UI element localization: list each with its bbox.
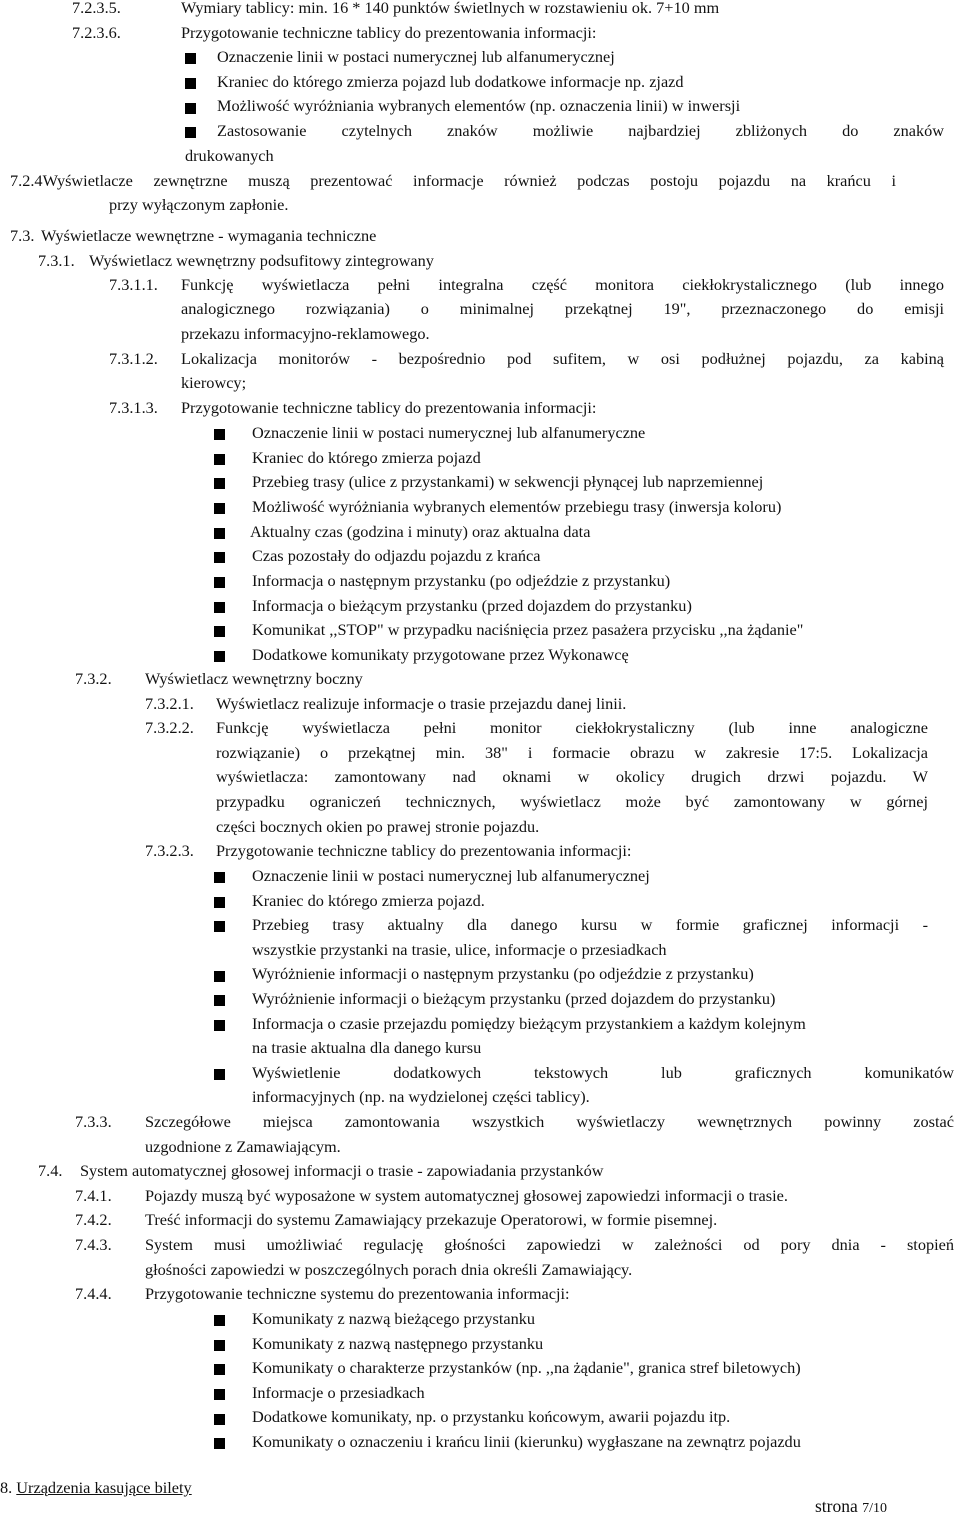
list-item: Kraniec do którego zmierza pojazd. xyxy=(252,891,485,910)
list-item: Kraniec do którego zmierza pojazd xyxy=(252,448,481,467)
section-text: głośności zapowiedzi w poszczególnych porach dnia określi Zamawiający. xyxy=(145,1260,633,1279)
section-number: 7.3.1. xyxy=(38,251,75,270)
section-text: Przygotowanie techniczne tablicy do prezentowania informacji: xyxy=(181,398,597,417)
list-item: Informacja o następnym przystanku (po odjeździe z przystanku) xyxy=(252,571,671,590)
section-number: 7.3.2.2. xyxy=(145,718,194,737)
list-item: Komunikaty z nazwą bieżącego przystanku xyxy=(252,1309,535,1328)
section-number: 7.2.3.5. xyxy=(72,0,121,17)
section-number: 7.3.1.3. xyxy=(109,398,158,417)
bullet-icon xyxy=(214,1020,225,1031)
bullet-icon xyxy=(214,1364,225,1375)
section-number: 7.3.2.1. xyxy=(145,694,194,713)
section-text: wyświetlacza: zamontowany nad oknami w okolicy drugich drzwi pojazdu. W xyxy=(216,767,928,786)
section-number: 7.3.3. xyxy=(75,1112,112,1131)
bullet-icon xyxy=(214,651,225,662)
list-item: Informacja o czasie przejazdu pomiędzy bieżącym przystankiem a każdym kolejnym xyxy=(252,1014,806,1033)
bullet-icon xyxy=(214,528,225,539)
bullet-icon xyxy=(214,921,225,932)
list-item: Wyróżnienie informacji o bieżącym przystanku (przed dojazdem do przystanku) xyxy=(252,989,776,1008)
section-text: Przygotowanie techniczne tablicy do prezentowania informacji: xyxy=(216,841,632,860)
section-number: 7.3.2. xyxy=(75,669,112,688)
bullet-icon xyxy=(214,1315,225,1326)
bullet-icon xyxy=(214,478,225,489)
list-item: Dodatkowe komunikaty przygotowane przez Wykonawcę xyxy=(252,645,629,664)
section-number: 7.3.1.1. xyxy=(109,275,158,294)
section-number: 7.4.4. xyxy=(75,1284,112,1303)
list-item: Przebieg trasy aktualny dla danego kursu w formie graficznej informacji - xyxy=(252,915,928,934)
bullet-icon xyxy=(214,503,225,514)
bullet-icon xyxy=(185,53,196,64)
page-value: 7/10 xyxy=(862,1501,888,1516)
section-text: System musi umożliwiać regulację głośności zapowiedzi w zależności od pory dnia - stopień xyxy=(145,1235,954,1254)
bullet-icon xyxy=(185,78,196,89)
section-text: Szczegółowe miejsca zamontowania wszystkich wyświetlaczy wewnętrznych powinny zostać xyxy=(145,1112,954,1131)
list-item: Komunikat ,,STOP" w przypadku naciśnięcia przez pasażera przycisku ,,na żądanie" xyxy=(252,620,804,639)
section-text: Pojazdy muszą być wyposażone w system automatycznej głosowej zapowiedzi informacji o trasie. xyxy=(145,1186,788,1205)
bullet-icon xyxy=(214,577,225,588)
list-item: Komunikaty o oznaczeniu i krańcu linii (kierunku) wygłaszane na zewnątrz pojazdu xyxy=(252,1432,801,1451)
section-text: Treść informacji do systemu Zamawiający przekazuje Operatorowi, w formie pisemnej. xyxy=(145,1210,718,1229)
section-text: rozwiązanie) o przekątnej min. 38" i formacie obrazu w zakresie 17:5. Lokalizacja xyxy=(216,743,928,762)
bullet-icon xyxy=(214,995,225,1006)
bullet-icon xyxy=(185,103,196,114)
list-item: Komunikaty z nazwą następnego przystanku xyxy=(252,1334,544,1353)
bullet-icon xyxy=(214,1414,225,1425)
bullet-icon xyxy=(214,1069,225,1080)
list-item: Oznaczenie linii w postaci numerycznej lub alfanumeryczne xyxy=(252,423,646,442)
section-number: 7.3.1.2. xyxy=(109,349,158,368)
list-item: Możliwość wyróżniania wybranych elementów przebiegu trasy (inwersja koloru) xyxy=(252,497,782,516)
section-text: Funkcję wyświetlacza pełni monitor ciekłokrystaliczny (lub inne analogiczne xyxy=(216,718,928,737)
section-text: Przygotowanie techniczne systemu do prezentowania informacji: xyxy=(145,1284,570,1303)
section-text: Lokalizacja monitorów - bezpośrednio pod sufitem, w osi podłużnej pojazdu, za kabiną xyxy=(181,349,944,368)
section-text: Wyświetlacz realizuje informacje o trasie przejazdu danej linii. xyxy=(216,694,627,713)
list-item-continuation: drukowanych xyxy=(185,146,274,165)
section-text: Funkcję wyświetlacza pełni integralna część monitora ciekłokrystalicznego (lub innego xyxy=(181,275,944,294)
bullet-icon xyxy=(214,872,225,883)
bullet-icon xyxy=(214,1389,225,1400)
section-text: Przygotowanie techniczne tablicy do prezentowania informacji: xyxy=(181,23,597,42)
bullet-icon xyxy=(185,127,196,138)
section-heading: System automatycznej głosowej informacji o trasie - zapowiadania przystanków xyxy=(80,1161,604,1180)
section-number: 7.4.1. xyxy=(75,1186,112,1205)
list-item-continuation: informacyjnych (np. na wydzielonej części tablicy). xyxy=(252,1087,590,1106)
page-number xyxy=(815,1494,887,1522)
section-heading: Wyświetlacz wewnętrzny boczny xyxy=(145,669,363,688)
section-number: 8. xyxy=(0,1478,13,1497)
section-text: analogicznego rozwiązania) o minimalnej przekątnej 19", przeznaczonego do emisji xyxy=(181,299,944,318)
list-item: Przebieg trasy (ulice z przystankami) w sekwencji płynącej lub naprzemiennej xyxy=(252,472,764,491)
list-item: Oznaczenie linii w postaci numerycznej lub alfanumerycznej xyxy=(252,866,650,885)
section-text: przy wyłączonym zapłonie. xyxy=(109,195,289,214)
bullet-icon xyxy=(214,602,225,613)
section-heading-8 xyxy=(0,1476,192,1501)
page-label: strona xyxy=(815,1496,858,1516)
section-heading: Urządzenia kasujące bilety xyxy=(16,1478,192,1497)
list-item: Oznaczenie linii w postaci numerycznej lub alfanumerycznej xyxy=(217,47,615,66)
section-heading: Wyświetlacz wewnętrzny podsufitowy zintegrowany xyxy=(89,251,434,270)
bullet-icon xyxy=(214,429,225,440)
section-text: części bocznych okien po prawej stronie pojazdu. xyxy=(216,817,540,836)
list-item: Dodatkowe komunikaty, np. o przystanku końcowym, awarii pojazdu itp. xyxy=(252,1407,731,1426)
bullet-icon xyxy=(214,552,225,563)
list-item-continuation: na trasie aktualna dla danego kursu xyxy=(252,1038,482,1057)
section-number: 7.4.3. xyxy=(75,1235,112,1254)
section-text: kierowcy; xyxy=(181,373,247,392)
section-number: 7.3.2.3. xyxy=(145,841,194,860)
section-text: przypadku ograniczeń technicznych, wyświetlacz może być zamontowany w górnej xyxy=(216,792,928,811)
section-text: 7.2.4Wyświetlacze zewnętrzne muszą prezentować informacje również podczas postoju pojazdu na krańcu i xyxy=(10,171,896,190)
list-item: Czas pozostały do odjazdu pojazdu z krańca xyxy=(252,546,541,565)
section-number: 7.4.2. xyxy=(75,1210,112,1229)
bullet-icon xyxy=(214,454,225,465)
list-item: Zastosowanie czytelnych znaków możliwie najbardziej zbliżonych do znaków xyxy=(217,121,944,140)
list-item: Wyświetlenie dodatkowych tekstowych lub graficznych komunikatów xyxy=(252,1063,954,1082)
bullet-icon xyxy=(214,897,225,908)
list-item: Komunikaty o charakterze przystanków (np. ,,na żądanie", granica stref biletowych) xyxy=(252,1358,801,1377)
section-number: 7.2.3.6. xyxy=(72,23,121,42)
list-item: Kraniec do którego zmierza pojazd lub dodatkowe informacje np. zjazd xyxy=(217,72,684,91)
list-item: Informacja o bieżącym przystanku (przed dojazdem do przystanku) xyxy=(252,596,692,615)
section-number: 7.4. xyxy=(38,1161,63,1180)
list-item-continuation: wszystkie przystanki na trasie, ulice, informacje o przesiadkach xyxy=(252,940,667,959)
section-text: uzgodnione z Zamawiającym. xyxy=(145,1137,341,1156)
section-heading: Wyświetlacze wewnętrzne - wymagania techniczne xyxy=(41,226,377,245)
list-item: Wyróżnienie informacji o następnym przystanku (po odjeździe z przystanku) xyxy=(252,964,754,983)
bullet-icon xyxy=(214,1438,225,1449)
bullet-icon xyxy=(214,626,225,637)
bullet-icon xyxy=(214,971,225,982)
list-item: Aktualny czas (godzina i minuty) oraz aktualna data xyxy=(250,522,591,541)
section-number: 7.3. xyxy=(10,226,35,245)
list-item: Informacje o przesiadkach xyxy=(252,1383,425,1402)
section-text: Wymiary tablicy: min. 16 * 140 punktów świetlnych w rozstawieniu ok. 7+10 mm xyxy=(181,0,720,17)
bullet-icon xyxy=(214,1340,225,1351)
section-text: przekazu informacyjno-reklamowego. xyxy=(181,324,430,343)
list-item: Możliwość wyróżniania wybranych elementów (np. oznaczenia linii) w inwersji xyxy=(217,96,741,115)
